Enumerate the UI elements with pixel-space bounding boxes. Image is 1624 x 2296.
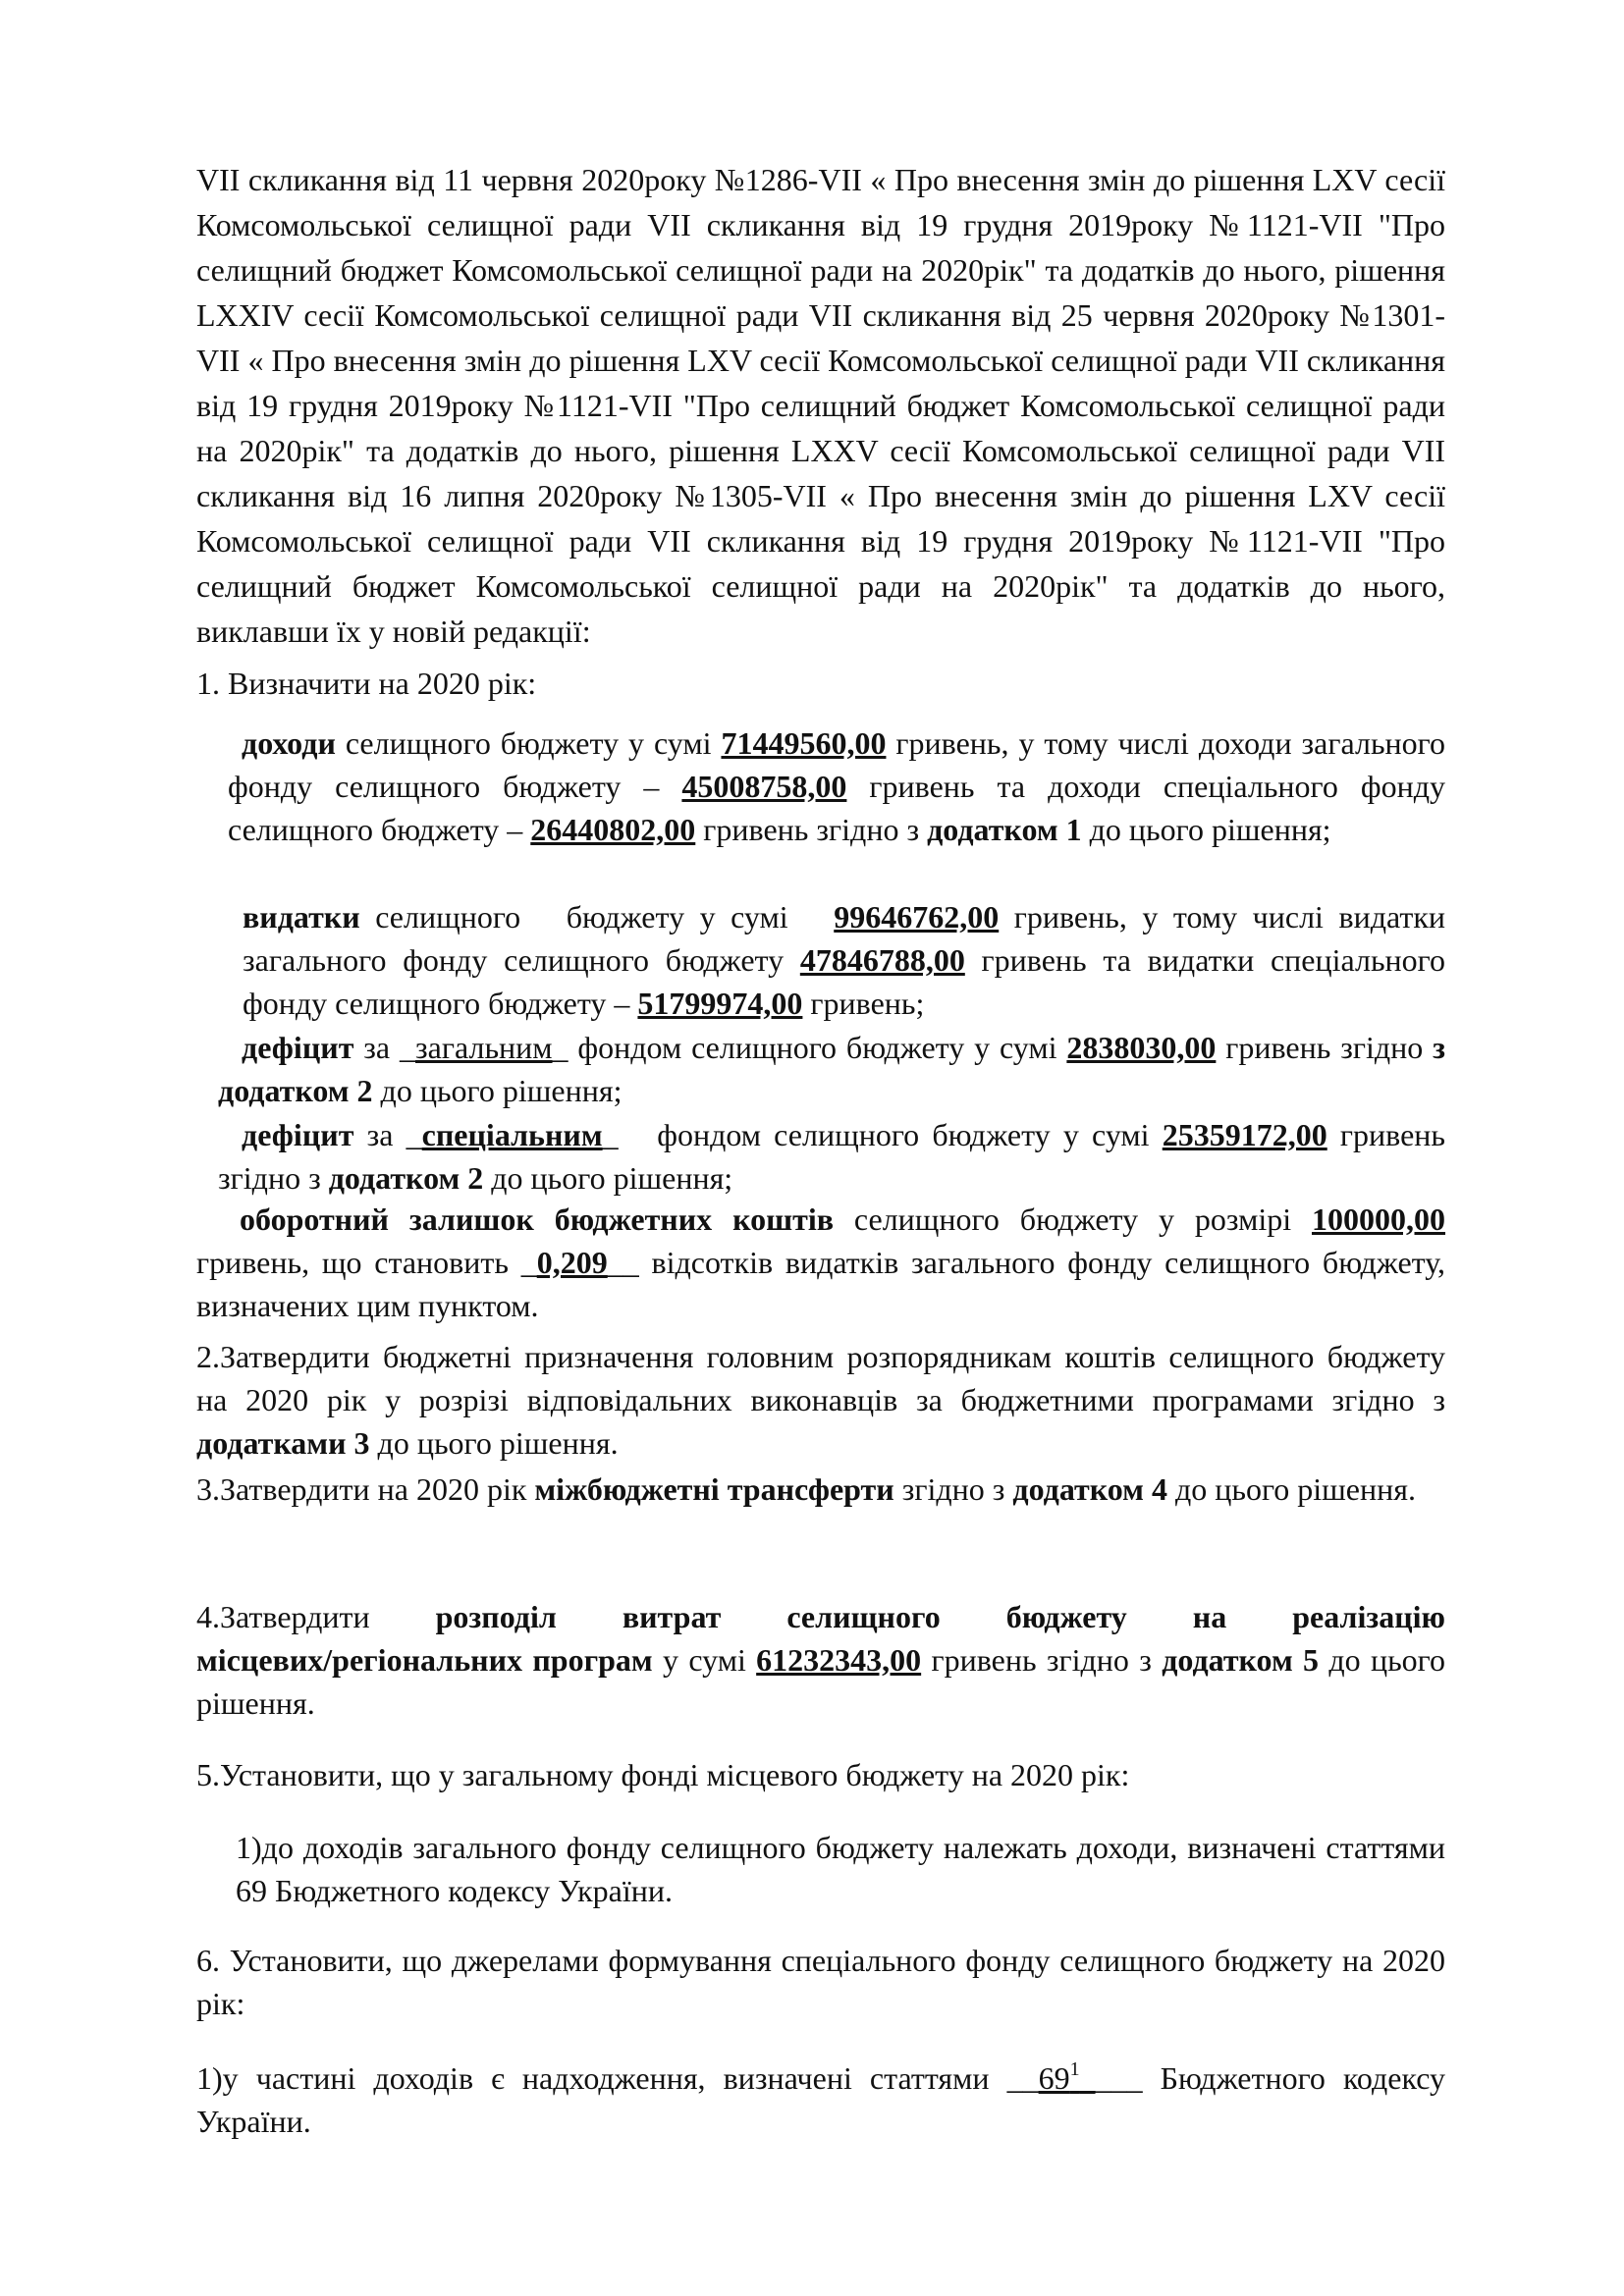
item-3-text-1: 3.Затвердити на 2020 рік <box>196 1471 535 1507</box>
item-4-word-7: реалізацію <box>1292 1599 1445 1634</box>
income-special: 26440802,00 <box>530 812 696 847</box>
item-1-heading: 1. Визначити на 2020 рік: <box>196 666 537 701</box>
item-4-word-5: бюджету <box>1005 1599 1127 1634</box>
expenses-label: видатки <box>243 899 360 934</box>
item-4-amount: 61232343,00 <box>756 1642 922 1678</box>
deficit-general-label: дефіцит <box>242 1030 354 1065</box>
reserve-amount: 100000,00 <box>1312 1201 1446 1237</box>
deficit-general-text-2: _ фондом селищного бюджету у сумі <box>552 1030 1067 1065</box>
expenses-text-2: гривень, у тому числі видатки загального фонду селищного бюджету <box>243 899 1446 978</box>
income-paragraph <box>228 721 1445 851</box>
item-3-bold: міжбюджетні трансферти <box>534 1471 894 1507</box>
deficit-general-annex: з додатком 2 <box>218 1030 1446 1108</box>
item-4-word-6: на <box>1192 1599 1227 1634</box>
deficit-general-fund: загальним <box>415 1030 553 1065</box>
expenses-general: 47846788,00 <box>799 942 965 978</box>
deficit-general-text-3: гривень згідно <box>1216 1030 1434 1065</box>
item-2-text-1: 2.Затвердити бюджетні призначення головним розпорядникам коштів селищного бюджету на 2020 рік у розрізі відповідальних виконавців за бюджетними програмами згідно з <box>196 1339 1445 1417</box>
income-total: 71449560,00 <box>721 725 887 761</box>
expenses-special: 51799974,00 <box>637 986 803 1021</box>
item-4-paragraph <box>196 1595 1445 1725</box>
item-4-first-line <box>196 1595 1445 1638</box>
item-3-text-3: до цього рішення. <box>1166 1471 1416 1507</box>
reserve-percent: 0,209 <box>536 1245 608 1280</box>
deficit-special-paragraph <box>218 1113 1445 1200</box>
item-4-word-2: розподіл <box>435 1599 557 1634</box>
deficit-special-label: дефіцит <box>242 1117 354 1152</box>
item-6-sub-text-1: 1)у частині доходів є надходження, визначені статтями __ <box>196 2060 1039 2096</box>
item-6-sub-text-3: ___ Бюджетного кодексу України. <box>196 2060 1446 2139</box>
item-3-text-2: згідно з <box>893 1471 1013 1507</box>
deficit-special-amount: 25359172,00 <box>1162 1117 1327 1152</box>
intro-paragraph: VII скликання від 11 червня 2020року №1286-VII « Про внесення змін до рішення LXV сесії Комсомольської селищної ради VII скликання від 19 грудня 2019року №1121-VII "Про селищний бюджет Комсомольської селищної ради на 2020рік" та додатків до нього, рішення LXXIV сесії Комсомольської селищної ради VII скликання від 25 червня 2020року №1301-VII « Про внесення змін до рішення LXV сесії Комсомольської селищної ради VII скликання від 19 грудня 2019року №1121-VII "Про селищний бюджет Комсомольської селищної ради на 2020рік" та додатків до нього, рішення LXXV сесії Комсомольської селищної ради VII скликання від 16 липня 2020року №1305-VII « Про внесення змін до рішення LXV сесії Комсомольської селищної ради VII скликання від 19 грудня 2019року №1121-VII "Про селищний бюджет Комсомольської селищної ради на 2020рік" та додатків до нього, виклавши їх у новій редакції: <box>196 162 1445 649</box>
item-4-text-2: у сумі <box>652 1642 757 1678</box>
item-4-word-3: витрат <box>622 1599 722 1634</box>
item-4-text-4: до цього рішення. <box>196 1642 1445 1721</box>
item-6-article-number <box>1039 2060 1080 2096</box>
reserve-text-2: гривень, що становить _ <box>196 1245 537 1280</box>
expenses-paragraph <box>243 895 1445 1025</box>
reserve-paragraph <box>196 1198 1445 1327</box>
item-2-paragraph <box>196 1335 1445 1465</box>
income-annex: додатком 1 <box>927 812 1082 847</box>
item-4-rest <box>196 1638 1445 1725</box>
item-2-text-2: до цього рішення. <box>369 1425 619 1461</box>
reserve-label: оборотний залишок бюджетних коштів <box>240 1201 834 1237</box>
expenses-text-4: гривень; <box>802 986 925 1021</box>
expenses-text-3: гривень та видатки спеціального фонду селищного бюджету – <box>243 942 1445 1021</box>
reserve-text-1: селищного бюджету у розмірі <box>834 1201 1313 1237</box>
item-4-word-1: 4.Затвердити <box>196 1599 370 1634</box>
item-6-subitem-1 <box>196 2056 1445 2143</box>
income-text-3: гривень та доходи спеціального фонду селищного бюджету – <box>228 769 1446 847</box>
deficit-special-text-3: гривень згідно з <box>218 1117 1446 1196</box>
income-text-4: гривень згідно з <box>695 812 928 847</box>
income-text-5: до цього рішення; <box>1081 812 1331 847</box>
item-6-heading: 6. Установити, що джерелами формування спеціального фонду селищного бюджету на 2020 рік: <box>196 1943 1445 2021</box>
deficit-general-text-4: до цього рішення; <box>372 1073 623 1108</box>
expenses-total: 99646762,00 <box>834 899 1000 934</box>
deficit-special-text-4: до цього рішення; <box>483 1160 733 1196</box>
item-6-article-base: 69 <box>1038 2060 1070 2096</box>
income-label: доходи <box>242 725 336 761</box>
deficit-special-text-2: _ фондом селищного бюджету у сумі <box>602 1117 1163 1152</box>
item-4-text-3: гривень згідно з <box>921 1642 1163 1678</box>
item-4-word-4: селищного <box>786 1599 941 1634</box>
item-4-annex: додатком 5 <box>1162 1642 1320 1678</box>
deficit-special-text-1: за _ <box>353 1117 422 1152</box>
deficit-general-paragraph <box>218 1026 1445 1112</box>
deficit-general-text-1: за _ <box>353 1030 416 1065</box>
item-3-annex: додатком 4 <box>1012 1471 1167 1507</box>
reserve-text-3: __ відсотків видатків загального фонду селищного бюджету, визначених цим пунктом. <box>196 1245 1445 1323</box>
item-4-bold-2: місцевих/регіональних програм <box>196 1642 653 1678</box>
item-5-subitem-1: 1)до доходів загального фонду селищного бюджету належать доходи, визначені статтями 69 Бюджетного кодексу України. <box>236 1830 1445 1908</box>
item-3-paragraph <box>196 1468 1445 1511</box>
item-6-sub-text-2: _ <box>1079 2060 1096 2096</box>
income-text-1: селищного бюджету у сумі <box>335 725 722 761</box>
item-5-heading: 5.Установити, що у загальному фонді місцевого бюджету на 2020 рік: <box>196 1757 1130 1792</box>
item-6-article-sup: 1 <box>1069 2058 1080 2081</box>
item-2-annex: додатками 3 <box>196 1425 370 1461</box>
deficit-general-amount: 2838030,00 <box>1066 1030 1217 1065</box>
deficit-special-fund: спеціальним <box>421 1117 603 1152</box>
expenses-text-1: селищного бюджету у сумі <box>359 899 835 934</box>
income-text-2: гривень, у тому числі доходи загального фонду селищного бюджету – <box>228 725 1446 804</box>
deficit-special-annex: додатком 2 <box>328 1160 484 1196</box>
income-general: 45008758,00 <box>681 769 847 804</box>
